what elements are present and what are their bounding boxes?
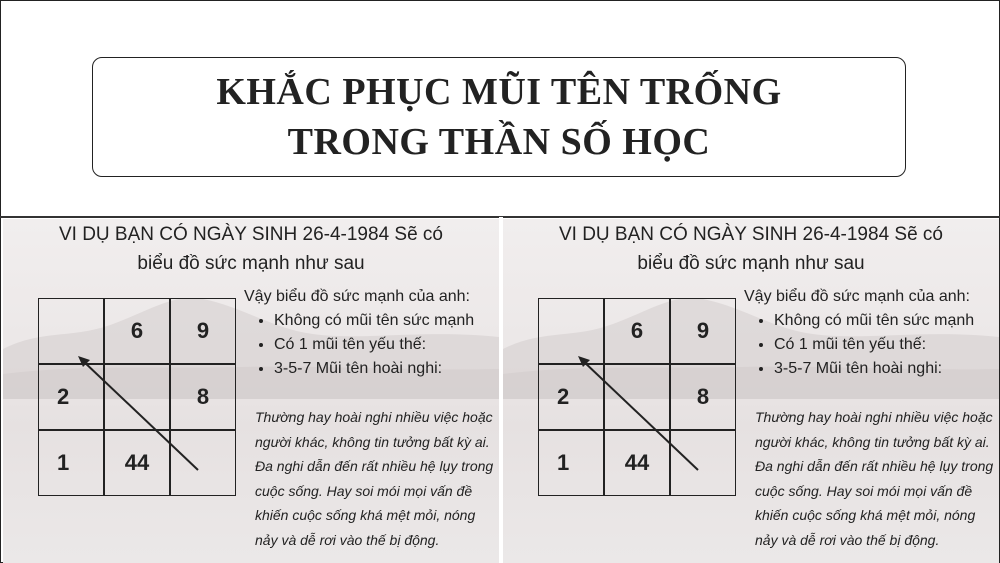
list-item: • 3-5-7 Mũi tên hoài nghi: bbox=[274, 357, 499, 381]
grid-cell-8: 8 bbox=[670, 364, 736, 430]
grid-cell-2: 2 bbox=[538, 364, 604, 430]
list-item: • Có 1 mũi tên yếu thế: bbox=[774, 333, 999, 357]
list-item: • Có 1 mũi tên yếu thế: bbox=[274, 333, 499, 357]
chart-summary bbox=[244, 285, 499, 381]
skepticism-arrow-icon bbox=[538, 298, 736, 496]
grid-cell-4: 44 bbox=[104, 430, 170, 496]
grid-cell-4: 44 bbox=[604, 430, 670, 496]
grid-cell-6: 6 bbox=[104, 298, 170, 364]
summary-intro: Vậy biểu đồ sức mạnh của anh: bbox=[744, 288, 970, 305]
grid-cell-1: 1 bbox=[38, 430, 104, 496]
example-heading-line-2: biểu đồ sức mạnh như sau bbox=[637, 253, 865, 274]
list-item: • Không có mũi tên sức mạnh bbox=[274, 309, 499, 333]
example-heading-line-1: VI DỤ BẠN CÓ NGÀY SINH 26-4-1984 Sẽ có bbox=[58, 224, 444, 245]
title-line-2: TRONG THẦN SỐ HỌC bbox=[287, 121, 711, 163]
example-heading-line-2: biểu đồ sức mạnh như sau bbox=[137, 253, 365, 274]
list-item: • 3-5-7 Mũi tên hoài nghi: bbox=[774, 357, 999, 381]
example-panel-left bbox=[3, 219, 499, 563]
explanation-note: Thường hay hoài nghi nhiều việc hoặc người khác, không tin tưởng bất kỳ ai. Đa nghi dẫn đến rất nhiều hệ lụy trong cuộc sống. Hay soi mói mọi vấn đề khiến cuộc sống khá mệt mỏi, nóng nảy và dễ rơi vào thế bị động. bbox=[255, 409, 494, 548]
grid-cell-8: 8 bbox=[170, 364, 236, 430]
chart-summary bbox=[744, 285, 999, 381]
list-item: • Không có mũi tên sức mạnh bbox=[774, 309, 999, 333]
title-line-1: KHẮC PHỤC MŨI TÊN TRỐNG bbox=[216, 71, 782, 113]
grid-cell-9: 9 bbox=[670, 298, 736, 364]
grid-cell-9: 9 bbox=[170, 298, 236, 364]
example-heading-line-1: VI DỤ BẠN CÓ NGÀY SINH 26-4-1984 Sẽ có bbox=[558, 224, 944, 245]
title-box bbox=[92, 57, 906, 177]
grid-cell-6: 6 bbox=[604, 298, 670, 364]
summary-intro: Vậy biểu đồ sức mạnh của anh: bbox=[244, 288, 470, 305]
explanation-note: Thường hay hoài nghi nhiều việc hoặc người khác, không tin tưởng bất kỳ ai. Đa nghi dẫn đến rất nhiều hệ lụy trong cuộc sống. Hay soi mói mọi vấn đề khiến cuộc sống khá mệt mỏi, nóng nảy và dễ rơi vào thế bị động. bbox=[755, 409, 994, 548]
skepticism-arrow-icon bbox=[38, 298, 236, 496]
grid-cell-1: 1 bbox=[538, 430, 604, 496]
grid-cell-2: 2 bbox=[38, 364, 104, 430]
example-panel-right bbox=[503, 219, 999, 563]
